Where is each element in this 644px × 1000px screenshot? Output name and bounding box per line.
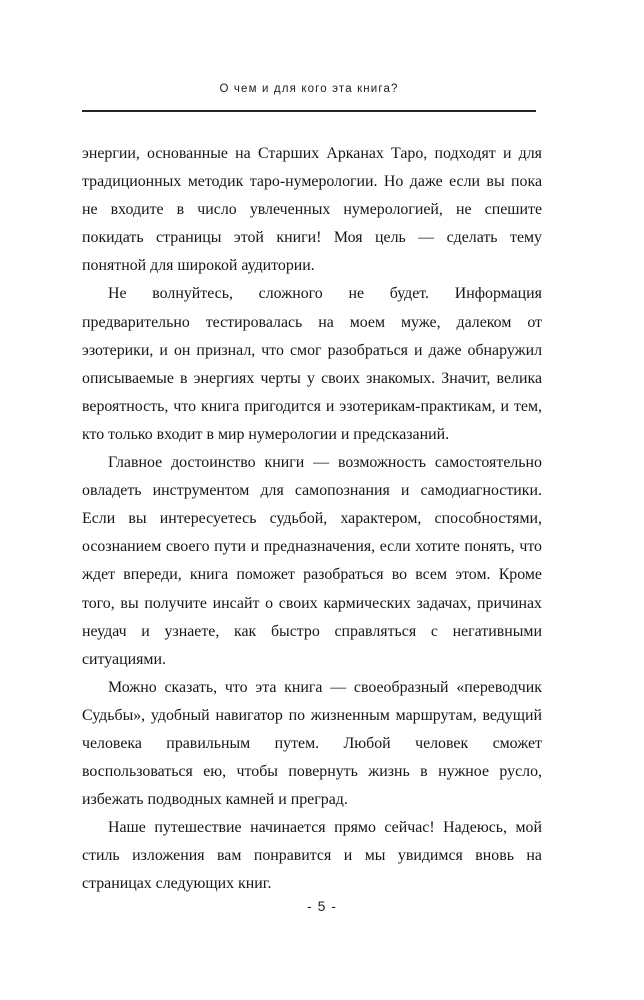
body-paragraph: Главное достоинство книги — возможность самостоятельно овладеть инструментом для самопознания и самодиагностики. Если вы интересуетесь судьбой, характером, способностями, осознанием своего пути и предназначения, если хотите понять, что ждет впереди, книга поможет разобраться во всем этом. Кроме того, вы получите инсайт о своих кармических задачах, причинах неудач и узнаете, как быстро справляться с негативными ситуациями. (82, 454, 542, 668)
body-paragraph: Не волнуйтесь, сложного не будет. Информация предварительно тестировалась на моем муже, далеком от эзотерики, и он признал, что смог разобраться и даже обнаружил описываемые в энергиях черты у своих знакомых. Значит, велика вероятность, что книга пригодится и эзотерикам-практикам, и тем, кто только входит в мир нумерологии и предсказаний. (82, 285, 542, 443)
body-paragraph: Можно сказать, что эта книга — своеобразный «переводчик Судьбы», удобный навигатор по жизненным маршрутам, ведущий человека правильным путем. Любой человек сможет воспользоваться ею, чтобы повернуть жизнь в нужное русло, избежать подводных камней и преград. (82, 678, 542, 809)
body-paragraph: Наше путешествие начинается прямо сейчас! Надеюсь, мой стиль изложения вам понравится и мы увидимся вновь на страницах следующих книг. (82, 819, 542, 893)
body-text-block (82, 140, 542, 899)
page-number: - 5 - (307, 898, 337, 914)
header-divider-rule (82, 110, 536, 112)
body-paragraph: энергии, основанные на Старших Арканах Таро, подходят и для традиционных методик таро-нумерологии. Но даже если вы пока не входите в число увлеченных нумерологией, не спешите покидать страницы этой книги! Моя цель — сделать тему понятной для широкой аудитории. (82, 145, 542, 275)
running-head-title: О чем и для кого эта книга? (219, 83, 399, 95)
